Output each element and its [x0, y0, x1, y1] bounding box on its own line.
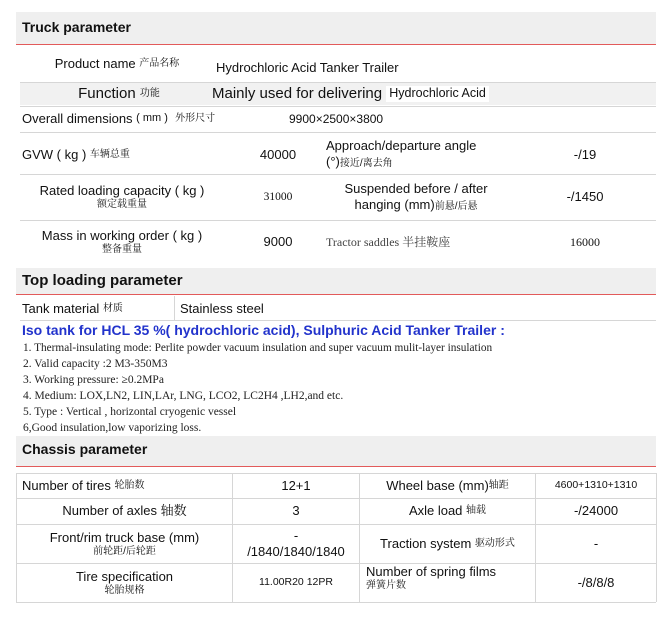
approach-departure-label: Approach/departure angle (°)接近/离去角 — [326, 137, 477, 169]
spring-films-value: -/8/8/8 — [577, 574, 615, 590]
track-base-label: Front/rim truck base (mm) 前轮距/后轮距 — [49, 529, 200, 557]
traction-system-label: Traction system 驱动形式 — [380, 535, 515, 551]
gvw-value: 40000 — [259, 146, 297, 162]
axle-load-label: Axle load 轴载 — [408, 503, 487, 519]
tractor-saddle-label: Tractor saddles 半挂鞍座 — [326, 234, 451, 249]
note-line: 5. Type : Vertical , horizontal cryogenic vessel — [23, 406, 237, 418]
product-name-label: Product name 产品名称 — [54, 55, 180, 71]
section-title: Top loading parameter — [22, 272, 183, 289]
rated-capacity-value: 31000 — [263, 190, 293, 203]
function-label: Function 功能 — [78, 84, 160, 102]
gvw-label: GVW ( kg ) 车辆总重 — [22, 146, 130, 162]
section-divider — [16, 466, 656, 467]
tire-spec-value: 11.00R20 12PR — [259, 576, 333, 589]
chassis-parameter-header — [16, 436, 656, 466]
product-name-value: Hydrochloric Acid Tanker Trailer — [216, 59, 399, 75]
traction-system-value: - — [593, 535, 599, 551]
section-title: Truck parameter — [22, 19, 131, 35]
wheel-base-value: 4600+1310+1310 — [554, 479, 638, 492]
tires-count-value: 12+1 — [281, 477, 311, 493]
wheel-base-label: Wheel base (mm) 轴距 — [386, 477, 509, 493]
spring-films-label: Number of spring films 弹簧片数 — [366, 564, 497, 592]
overall-dimensions-value: 9900×2500×3800 — [289, 111, 384, 126]
note-line: 2. Valid capacity :2 M3-350M3 — [23, 358, 168, 370]
axles-count-label: Number of axles 轴数 — [62, 503, 187, 519]
note-line: 3. Working pressure: ≥0.2MPa — [23, 374, 164, 386]
rated-capacity-label: Rated loading capacity ( kg ) 额定载重量 — [39, 182, 205, 210]
note-line: 6,Good insulation,low vaporizing loss. — [23, 422, 202, 434]
section-divider — [16, 44, 656, 45]
tank-material-value: Stainless steel — [180, 300, 264, 316]
approach-departure-value: -/19 — [573, 146, 597, 162]
iso-tank-headline: Iso tank for HCL 35 %( hydrochloric acid), Sulphuric Acid Tanker Trailer : — [22, 322, 505, 338]
mass-label: Mass in working order ( kg ) 整备重量 — [41, 227, 203, 255]
overall-dimensions-label: Overall dimensions ( mm ) 外形尺寸 — [22, 110, 216, 126]
tires-count-label: Number of tires 轮胎数 — [22, 477, 145, 493]
note-line: 1. Thermal-insulating mode: Perlite powder vacuum insulation and super vacuum mulit-layer insulation — [23, 342, 493, 354]
tractor-saddle-value: 16000 — [570, 234, 600, 249]
tank-material-label: Tank material 材质 — [22, 300, 123, 316]
note-line: 4. Medium: LOX,LN2, LIN,LAr, LNG, LCO2, LC2H4 ,LH2,and etc. — [23, 390, 344, 402]
mass-value: 9000 — [263, 233, 293, 249]
tire-spec-label: Tire specification 轮胎规格 — [75, 568, 174, 596]
axles-count-value: 3 — [292, 503, 300, 519]
section-divider — [16, 294, 656, 295]
suspended-label: Suspended before / after hanging (mm)前悬/后悬 — [344, 180, 488, 212]
section-title: Chassis parameter — [22, 441, 148, 457]
truck-parameter-header — [16, 12, 656, 44]
suspended-value: -/1450 — [566, 188, 604, 204]
track-base-value: - /1840/1840/1840 — [247, 527, 345, 559]
top-loading-header — [16, 268, 656, 294]
function-value: Mainly used for delivering Hydrochloric Acid — [212, 83, 652, 105]
axle-load-value: -/24000 — [573, 503, 619, 519]
